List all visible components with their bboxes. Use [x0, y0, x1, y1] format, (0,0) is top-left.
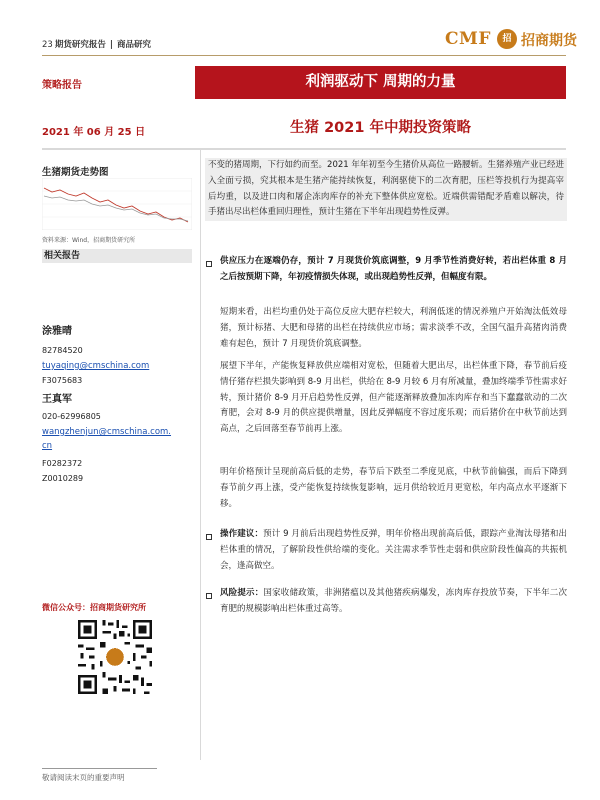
analyst-email-link[interactable]: tuyaqing@cmschina.com	[42, 361, 150, 371]
body-paragraph-second-half: 展望下半年，产能恢复释放供应端相对宽松，但随着大肥出尽，出栏体重下降，春节前后疫情仔猪存栏损失影响到 8-9 月出栏，供给在 8-9 月较 6 月有所减量，叠加终端季节性需求好转，预计猪价 8-9 月开启趋势性反弹，但产能逐渐释放叠加冻肉库存和当下蠢蠢欲动的二次育肥，会对 8-9 月的供应提供增量，因此反弹幅度不容过度乐观；而后猪价在中秋节前达到高点，之后回落至春节前再上涨。	[220, 361, 567, 435]
report-category: 商品研究	[116, 40, 151, 50]
analyst-email-link-cont[interactable]: cn	[42, 441, 53, 451]
risk-text: 国家收储政策，非洲猪瘟以及其他猪疾病爆发，冻肉库存投放节奏，下半年二次育肥的规模影响出栏体重过高等。	[220, 588, 567, 614]
header-separator: |	[109, 40, 113, 50]
footer-disclaimer: 敬请阅读末页的重要声明	[42, 773, 125, 782]
report-date: 2021 年 06 月 25 日	[42, 127, 146, 138]
footer-divider	[42, 768, 157, 769]
analyst-license: F0282372	[42, 459, 83, 468]
operation-text: 预计 9 月前后出现趋势性反弹，明年价格出现前高后低，跟踪产业淘汰母猪和出栏体重的情况，了解阶段性供给端的变化。关注需求季节性走弱和供应阶段性偏高的共振机会，逢高做空。	[220, 529, 567, 571]
trend-chart-thumbnail	[42, 178, 192, 230]
risk-warning	[220, 586, 567, 618]
checkbox-bullet-icon	[206, 593, 212, 599]
column-divider	[200, 150, 201, 760]
chart-source-note: 资料来源：Wind，招商期货研究所	[42, 237, 136, 244]
report-subtitle: 生猪 2021 年中期投资策略	[290, 120, 471, 136]
operation-suggestion	[220, 527, 567, 574]
bullet-heading-supply: 供应压力在逐端仍存，预计 7 月现货价筑底调整，9 月季节性消费好转，若出栏体重 8 月之后按预期下降，年初疫情损失体现，或出现趋势性反弹，但幅度有限。	[220, 256, 567, 282]
logo-chinese: 招商期货	[521, 33, 577, 49]
analyst-name: 涂雅晴	[42, 326, 72, 337]
body-paragraph-short-term: 短期来看，出栏均重仍处于高位反应大肥存栏较大，利润低迷的情况养殖户开始淘汰低效母猪，预计标猪、大肥和母猪的出栏在持续供应市场；需求淡季不改，全国气温升高猪肉消费难有起色，预计 7 月现货价筑底调整。	[220, 307, 567, 349]
body-paragraph-next-year: 明年价格预计呈现前高后低的走势，春节后下跌至二季度见底，中秋节前偏强，而后下降到春节前夕再上涨，受产能恢复持续恢复影响，远月供给较近月更宽松，年内高点水平逐渐下移。	[220, 467, 567, 509]
analyst-phone: 82784520	[42, 346, 83, 355]
checkbox-bullet-icon	[206, 261, 212, 267]
wechat-account-label: 微信公众号：招商期货研究所	[42, 603, 146, 612]
summary-paragraph: 不变的猪周期，下行如约而至。2021 年年初至今生猪价从高位一路腰斩。生猪养殖产业已经进入全面亏损，究其根本是生猪产能持续恢复，利润驱使下的二次育肥，压栏等投机行为提高宰后均重，以及进口肉和屠企冻肉库存的补充下整体供应宽松。近端供需错配矛盾难以解决，待手猪出尽出栏体重回归理性，预计生猪在下半年出现趋势性反弹。	[205, 158, 567, 221]
report-series: 期货研究报告	[54, 40, 106, 50]
operation-label: 操作建议：	[220, 529, 264, 539]
analyst-name: 王真军	[42, 394, 72, 405]
header-breadcrumb	[42, 38, 151, 50]
analyst-email-link[interactable]: wangzhenjun@cmschina.com.	[42, 427, 172, 437]
report-type-label: 策略报告	[42, 80, 82, 91]
related-reports-heading: 相关报告	[42, 249, 192, 263]
header-divider	[42, 55, 566, 56]
risk-label: 风险提示：	[220, 588, 264, 598]
analyst-license: F3075683	[42, 376, 83, 385]
checkbox-bullet-icon	[206, 534, 212, 540]
report-banner-title: 利润驱动下 周期的力量	[195, 66, 566, 99]
logo-latin: CMF	[445, 29, 491, 49]
trend-chart-title: 生猪期货走势图	[42, 167, 109, 178]
title-divider	[42, 148, 566, 150]
page-number: 23	[42, 40, 53, 50]
analyst-license-2: Z0010289	[42, 474, 84, 483]
company-logo	[445, 27, 577, 53]
qr-code-icon	[75, 617, 155, 697]
logo-mark-icon: 招	[497, 29, 517, 49]
analyst-phone: 020-62996805	[42, 412, 101, 421]
